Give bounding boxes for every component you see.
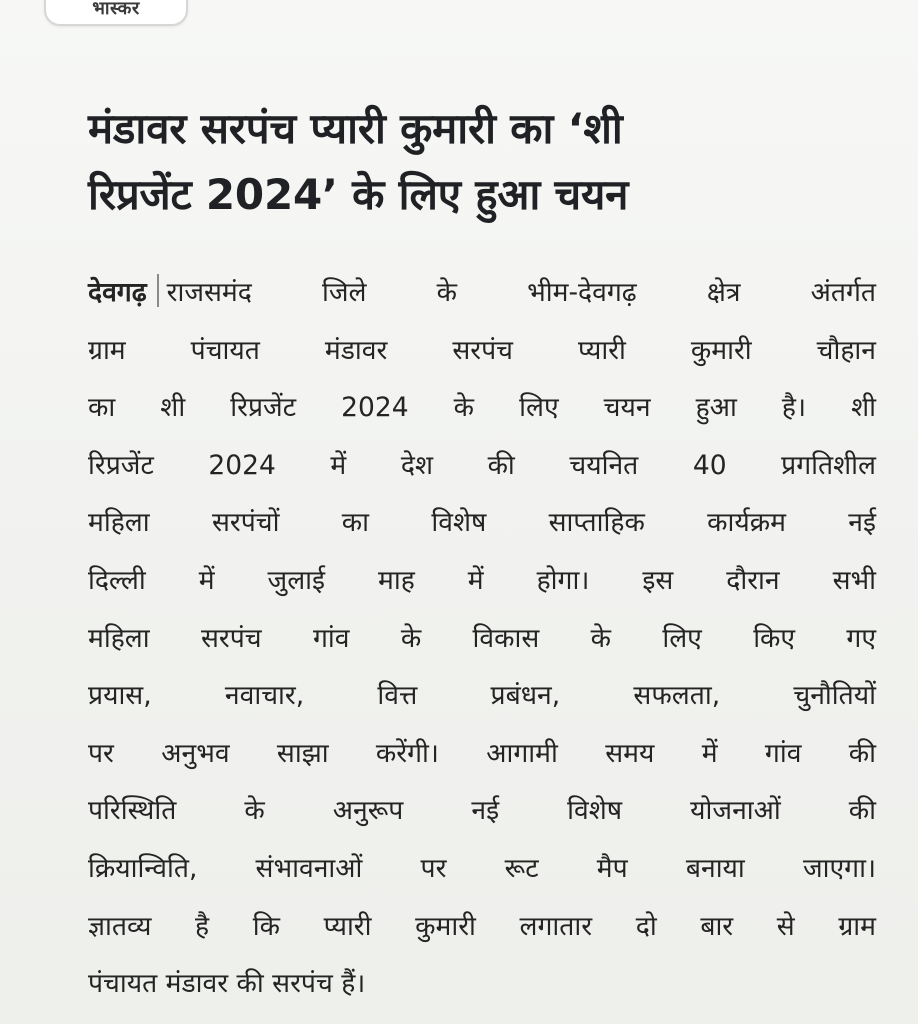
article-body [88, 264, 876, 1013]
article-line: परिस्थिति के अनुरूप नई विशेष योजनाओं की [88, 795, 876, 827]
article-line: महिला सरपंचों का विशेष साप्ताहिक कार्यक्रम नई [88, 507, 876, 539]
article-line: ग्राम पंचायत मंडावर सरपंच प्यारी कुमारी चौहान [88, 334, 876, 366]
dateline-separator [157, 274, 159, 307]
masthead-logo-text: भास्कर [92, 0, 140, 19]
article-line: प्रयास, नवाचार, वित्त प्रबंधन, सफलता, चुनौतियों [88, 680, 876, 712]
article-line: महिला सरपंच गांव के विकास के लिए किए गए [88, 622, 876, 654]
article-line: दिल्ली में जुलाई माह में होगा। इस दौरान सभी [88, 564, 876, 596]
headline-line-2: रिप्रजेंट 2024’ के लिए हुआ चयन [88, 170, 629, 219]
article-line: ज्ञातव्य है कि प्यारी कुमारी लगातार दो बार से ग्राम [88, 910, 876, 942]
article-line-text: राजसमंद जिले के भीम-देवगढ़ क्षेत्र अंतर्गत [166, 277, 876, 308]
article-line [88, 264, 876, 322]
headline-line-1: मंडावर सरपंच प्यारी कुमारी का ‘शी [88, 104, 623, 153]
masthead-logo [44, 0, 188, 26]
article-line: पंचायत मंडावर की सरपंच हैं। [88, 968, 366, 1000]
article-line: पर अनुभव साझा करेंगी। आगामी समय में गांव की [88, 737, 876, 769]
article-line: का शी रिप्रजेंट 2024 के लिए चयन हुआ है। शी [88, 392, 876, 424]
article-line: क्रियान्विति, संभावनाओं पर रूट मैप बनाया जाएगा। [88, 852, 876, 884]
headline [88, 96, 878, 228]
article-line: रिप्रजेंट 2024 में देश की चयनित 40 प्रगतिशील [88, 449, 876, 481]
dateline: देवगढ़ [88, 277, 147, 308]
